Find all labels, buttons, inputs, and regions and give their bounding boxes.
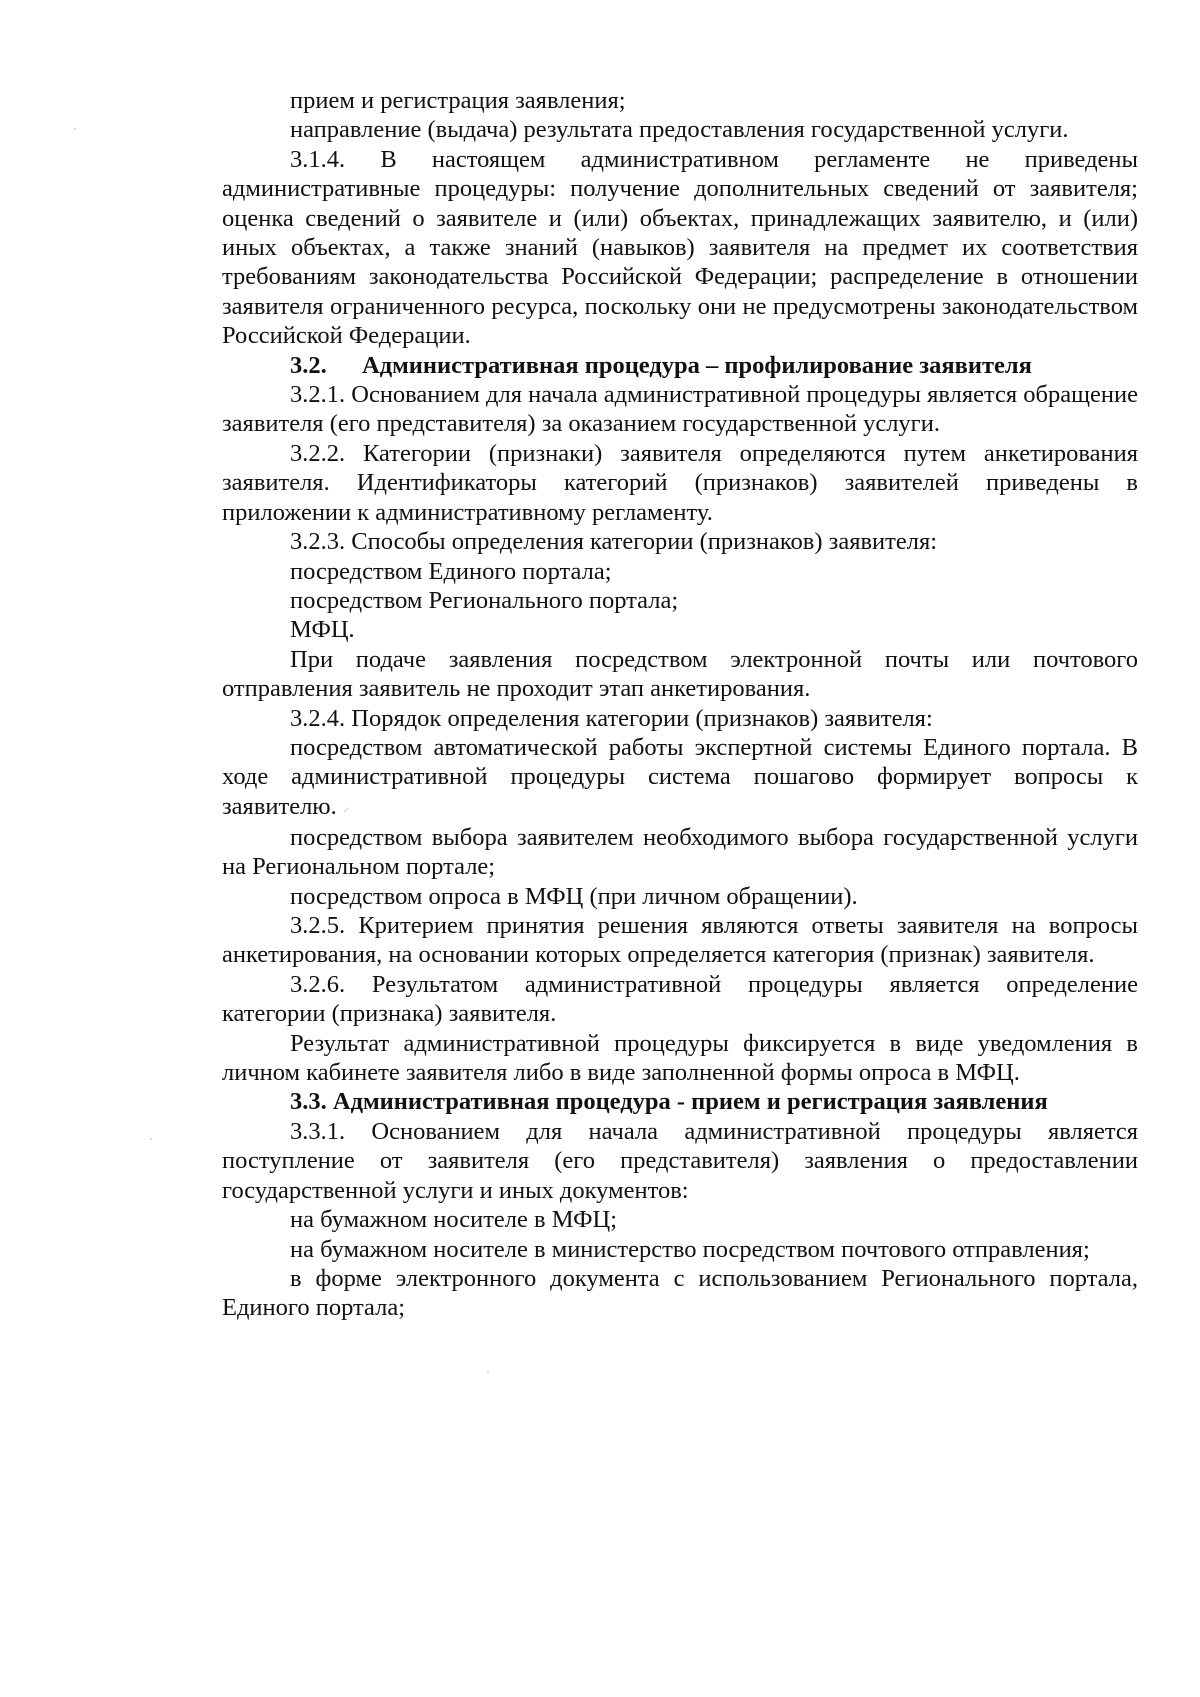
list-item-text: посредством автоматической работы экспертной системы Единого портала. В ходе административной процедуры система пошагово формирует вопросы к заявителю. — [222, 733, 1138, 820]
list-item: направление (выдача) результата предоставления государственной услуги. — [290, 116, 1069, 144]
section-heading — [222, 351, 1138, 380]
list-item: посредством опроса в МФЦ (при личном обращении). — [290, 882, 858, 910]
section-number: 3.2. — [290, 351, 327, 379]
list-item — [222, 733, 1138, 823]
paragraph: 3.2.3. Способы определения категории (признаков) заявителя: — [290, 528, 938, 556]
scan-speck — [74, 128, 76, 130]
list-item: на бумажном носителе в министерство посредством почтового отправления; — [290, 1235, 1090, 1263]
list-item: прием и регистрация заявления; — [290, 87, 626, 114]
paragraph: 3.2.1. Основанием для начала административной процедуры является обращение заявителя (его представителя) за оказанием государственной услуги. — [222, 381, 1138, 438]
list-item: на бумажном носителе в МФЦ; — [290, 1206, 618, 1234]
list-item: посредством Регионального портала; — [290, 586, 679, 614]
scan-speck — [150, 1138, 152, 1140]
paragraph: 3.2.5. Критерием принятия решения являются ответы заявителя на вопросы анкетирования, на основании которых определяется категория (признак) заявителя. — [222, 912, 1138, 969]
list-item: посредством Единого портала; — [290, 557, 612, 585]
section-heading: 3.3. Административная процедура - прием и регистрация заявления — [290, 1088, 1048, 1116]
section-title: Административная процедура – профилирование заявителя — [362, 351, 1032, 379]
pen-mark-icon: ⸝ — [342, 800, 350, 816]
paragraph: 3.2.4. Порядок определения категории (признаков) заявителя: — [290, 704, 933, 732]
document-body — [222, 86, 1138, 1323]
paragraph: 3.1.4. В настоящем административном регламенте не приведены административные процедуры: получение дополнительных сведений от заявителя; оценка сведений о заявителе и (или) объектах, принадлежащих заявителю, и (или) иных объектах, а также знаний (навыков) заявителя на предмет их соответствия требованиям законодательства Российской Федерации; распределение в отношении заявителя ограниченного ресурса, поскольку они не предусмотрены законодательством Российской Федерации. — [222, 145, 1138, 350]
scan-speck — [487, 1371, 489, 1373]
list-item: посредством выбора заявителем необходимого выбора государственной услуги на Региональном портале; — [222, 823, 1138, 881]
list-item: МФЦ. — [290, 616, 355, 644]
paragraph: Результат административной процедуры фиксируется в виде уведомления в личном кабинете заявителя либо в виде заполненной формы опроса в МФЦ. — [222, 1029, 1138, 1087]
list-item: в форме электронного документа с использованием Регионального портала, Единого портала; — [222, 1264, 1138, 1322]
paragraph: 3.2.2. Категории (признаки) заявителя определяются путем анкетирования заявителя. Идентификаторы категорий (признаков) заявителей приведены в приложении к административному регламенту. — [222, 439, 1138, 526]
paragraph: 3.3.1. Основанием для начала административной процедуры является поступление от заявителя (его представителя) заявления о предоставлении государственной услуги и иных документов: — [222, 1117, 1138, 1204]
paragraph: При подаче заявления посредством электронной почты или почтового отправления заявитель не проходит этап анкетирования. — [222, 645, 1138, 703]
paragraph: 3.2.6. Результатом административной процедуры является определение категории (признака) заявителя. — [222, 970, 1138, 1028]
